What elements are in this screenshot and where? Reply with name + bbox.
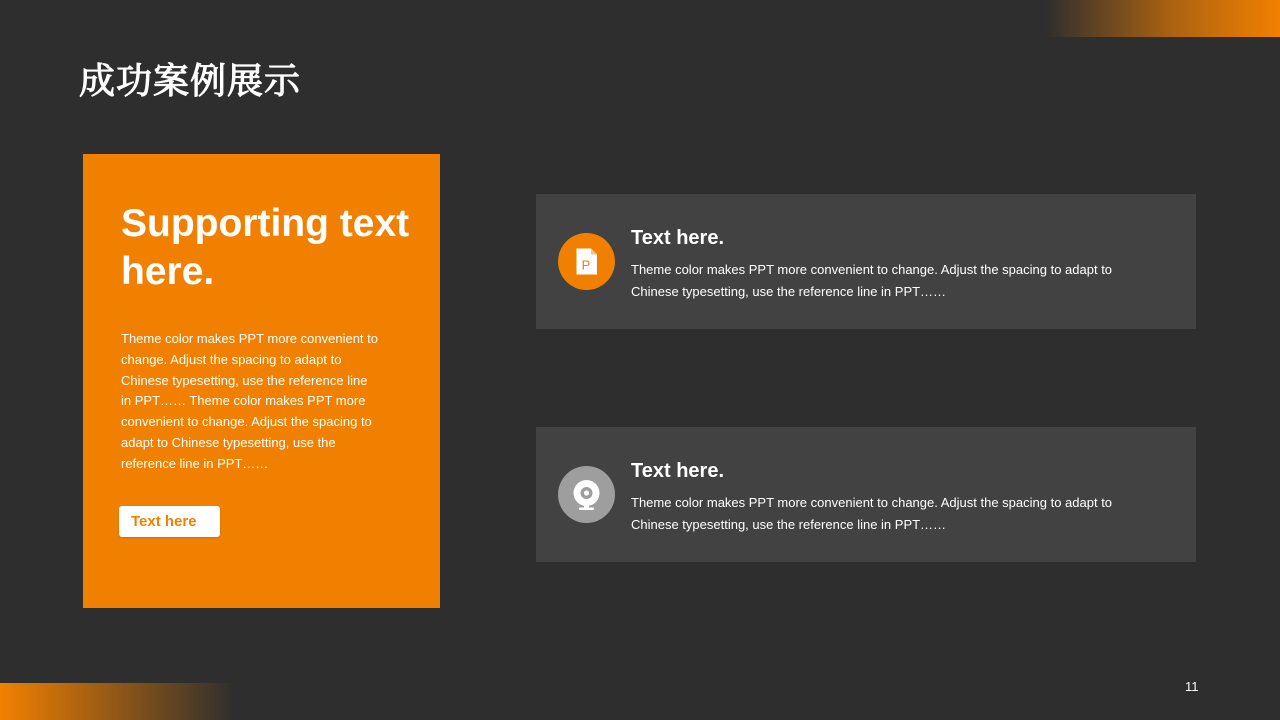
- text-here-button[interactable]: Text here: [119, 506, 220, 537]
- feature-card-body: Theme color makes PPT more convenient to change. Adjust the spacing to adapt to Chinese typesetting, use the reference line in PPT…… Theme color makes PPT more convenient to change. Adjust the spacing to adapt to Chinese typesetting, use the reference line in PPT……: [121, 331, 378, 471]
- feature-card-heading: Supporting text here.: [121, 202, 410, 293]
- info-box-1: [536, 194, 1196, 329]
- top-accent-bar: [1045, 0, 1280, 37]
- info-text: Theme color makes PPT more convenient to change. Adjust the spacing to adapt to Chinese typesetting, use the reference line in PPT……: [631, 495, 1113, 532]
- info-text: Theme color makes PPT more convenient to change. Adjust the spacing to adapt to Chinese typesetting, use the reference line in PPT……: [631, 262, 1113, 299]
- page-title: 成功案例展示: [79, 61, 302, 102]
- info-box-2: [536, 427, 1196, 562]
- page-number: 11: [1185, 679, 1199, 694]
- svg-text:P: P: [581, 257, 591, 273]
- document-icon: [558, 233, 615, 290]
- info-title: Text here.: [631, 460, 724, 482]
- feature-card: [83, 154, 440, 608]
- bottom-accent-bar: [0, 683, 235, 720]
- info-title: Text here.: [631, 227, 724, 249]
- webcam-icon: [558, 466, 615, 523]
